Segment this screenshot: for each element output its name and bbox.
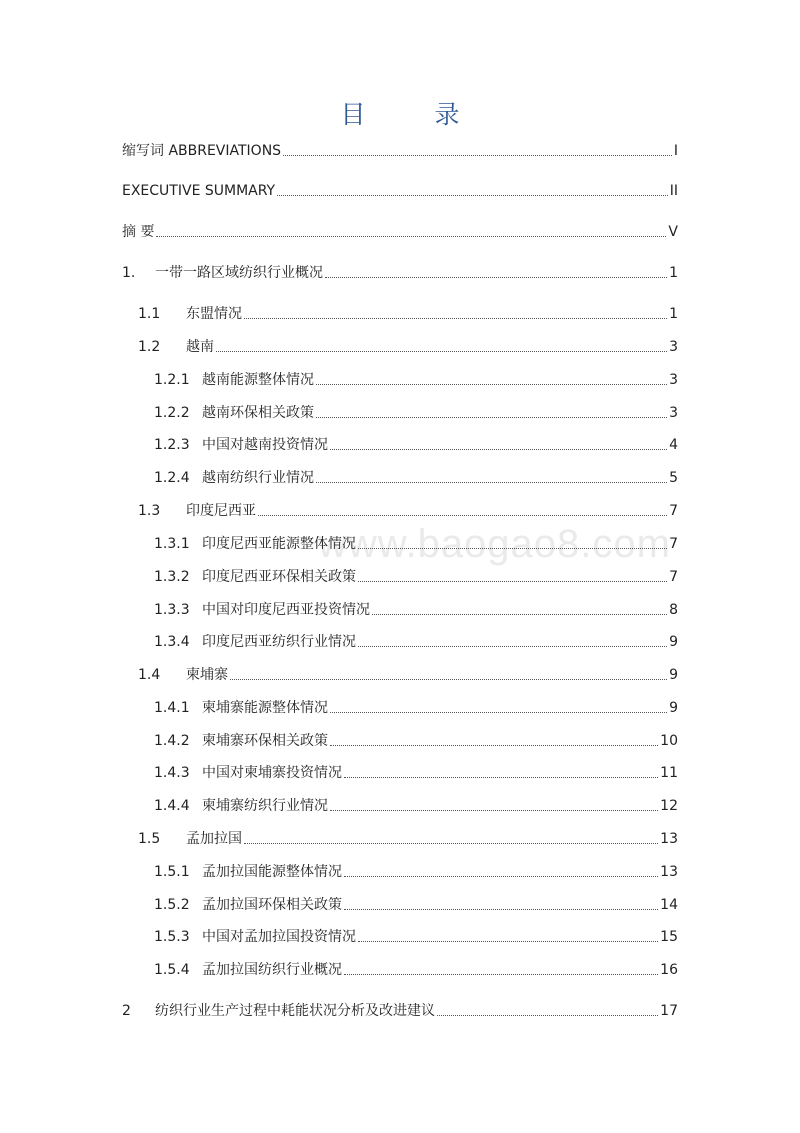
toc-entry-page: 1: [669, 265, 678, 281]
toc-entry-page: V: [668, 224, 678, 240]
toc-dot-leader: [344, 875, 658, 877]
toc-entry-page: 3: [669, 405, 678, 421]
toc-entry-number: 1.1: [138, 306, 161, 322]
toc-entry[interactable]: [154, 402, 678, 422]
toc-dot-leader: [277, 194, 668, 196]
toc-entry-label: 印度尼西亚纺织行业情况: [202, 634, 356, 650]
toc-entry[interactable]: [138, 336, 678, 356]
toc-dot-leader: [316, 481, 667, 483]
toc-entry[interactable]: [122, 1000, 678, 1020]
toc-entry-label: 孟加拉国能源整体情况: [202, 864, 342, 880]
toc-entry-label: 中国对越南投资情况: [202, 437, 328, 453]
toc-entry[interactable]: [154, 566, 678, 586]
toc-entry[interactable]: [122, 180, 678, 200]
toc-entry-number: 1.3.1: [154, 536, 190, 552]
toc-dot-leader: [372, 613, 667, 615]
toc-entry-number: 1.: [122, 265, 136, 281]
toc-entry-label: 孟加拉国环保相关政策: [202, 897, 342, 913]
toc-dot-leader: [344, 776, 658, 778]
toc-dot-leader: [330, 448, 667, 450]
toc-entry-page: 17: [660, 1003, 678, 1019]
toc-entry-number: 2: [122, 1003, 131, 1019]
toc-entry-page: 13: [660, 831, 678, 847]
toc-entry-number: 1.5.1: [154, 864, 190, 880]
toc-entry-page: 10: [660, 733, 678, 749]
toc-entry-page: I: [673, 143, 678, 159]
toc-entry-page: 9: [669, 700, 678, 716]
toc-dot-leader: [230, 678, 667, 680]
toc-entry[interactable]: [154, 730, 678, 750]
toc-entry-label: 中国对孟加拉国投资情况: [202, 929, 356, 945]
toc-entry-label: 柬埔寨: [186, 667, 228, 683]
toc-dot-leader: [358, 645, 667, 647]
toc-dot-leader: [316, 416, 667, 418]
toc-entry-number: 1.4.1: [154, 700, 190, 716]
toc-entry-number: 1.4: [138, 667, 161, 683]
toc-entry[interactable]: [154, 533, 678, 553]
toc-dot-leader: [244, 317, 667, 319]
toc-entry-page: II: [669, 183, 678, 199]
toc-entry-number: 1.2.2: [154, 405, 190, 421]
toc-dot-leader: [358, 580, 667, 582]
toc-dot-leader: [358, 940, 658, 942]
toc-entry-label: 缩写词 ABBREVIATIONS: [122, 143, 282, 159]
toc-entry-page: 11: [660, 765, 678, 781]
toc-dot-leader: [330, 744, 658, 746]
toc-entry-page: 9: [669, 634, 678, 650]
toc-entry[interactable]: [154, 926, 678, 946]
toc-entry-page: 7: [669, 569, 678, 585]
toc-entry-number: 1.4.4: [154, 798, 190, 814]
toc-dot-leader: [344, 908, 658, 910]
toc-entry-label: 纺织行业生产过程中耗能状况分析及改进建议: [155, 1003, 435, 1019]
toc-entry[interactable]: [138, 303, 678, 323]
toc-entry-page: 1: [669, 306, 678, 322]
toc-dot-leader: [344, 973, 658, 975]
toc-entry[interactable]: [138, 828, 678, 848]
toc-entry-number: 1.2.3: [154, 437, 190, 453]
toc-entry-number: 1.3.2: [154, 569, 190, 585]
toc-entry-number: 1.2: [138, 339, 161, 355]
toc-entry-label: 越南环保相关政策: [202, 405, 314, 421]
toc-entry-page: 3: [669, 372, 678, 388]
toc-entry-page: 12: [660, 798, 678, 814]
toc-dot-leader: [258, 514, 667, 516]
toc-entry-page: 8: [669, 602, 678, 618]
toc-dot-leader: [244, 842, 658, 844]
toc-entry-label: 印度尼西亚: [186, 503, 256, 519]
toc-entry-page: 4: [669, 437, 678, 453]
toc-entry-label: 摘 要: [122, 224, 155, 240]
toc-entry-label: EXECUTIVE SUMMARY: [122, 183, 276, 199]
toc-entry-label: 孟加拉国: [186, 831, 242, 847]
toc-entry-label: 越南能源整体情况: [202, 372, 314, 388]
toc-entry[interactable]: [138, 664, 678, 684]
toc-dot-leader: [316, 383, 667, 385]
toc-entry-label: 柬埔寨环保相关政策: [202, 733, 328, 749]
toc-dot-leader: [330, 809, 658, 811]
toc-entry-label: 孟加拉国纺织行业概况: [202, 962, 342, 978]
toc-entry-number: 1.3.4: [154, 634, 190, 650]
toc-entry-page: 14: [660, 897, 678, 913]
toc-dot-leader: [156, 235, 666, 237]
toc-entry[interactable]: [154, 599, 678, 619]
toc-entry[interactable]: [154, 959, 678, 979]
toc-dot-leader: [325, 276, 667, 278]
toc-entry-number: 1.4.2: [154, 733, 190, 749]
toc-entry-label: 印度尼西亚环保相关政策: [202, 569, 356, 585]
toc-entry-number: 1.5.4: [154, 962, 190, 978]
toc-entry-number: 1.5.3: [154, 929, 190, 945]
toc-dot-leader: [283, 154, 672, 156]
toc-entry-page: 15: [660, 929, 678, 945]
toc-dot-leader: [330, 711, 667, 713]
toc-entry-number: 1.3.3: [154, 602, 190, 618]
toc-entry[interactable]: [154, 697, 678, 717]
toc-entry-number: 1.2.4: [154, 470, 190, 486]
toc-entry-number: 1.2.1: [154, 372, 190, 388]
toc-entry-label: 柬埔寨能源整体情况: [202, 700, 328, 716]
toc-entry-label: 东盟情况: [186, 306, 242, 322]
toc-entry[interactable]: [122, 262, 678, 282]
toc-entry-page: 3: [669, 339, 678, 355]
toc-entry-label: 越南纺织行业情况: [202, 470, 314, 486]
toc-entry[interactable]: [122, 140, 678, 160]
toc-entry-label: 中国对印度尼西亚投资情况: [202, 602, 370, 618]
toc-entry-page: 7: [669, 536, 678, 552]
toc-entry-number: 1.3: [138, 503, 161, 519]
toc-entry-label: 中国对柬埔寨投资情况: [202, 765, 342, 781]
toc-entry-label: 印度尼西亚能源整体情况: [202, 536, 356, 552]
toc-entry[interactable]: [154, 762, 678, 782]
toc-entry[interactable]: [154, 894, 678, 914]
page-title: 目 录: [340, 100, 482, 129]
toc-entry-number: 1.5.2: [154, 897, 190, 913]
toc-entry[interactable]: [122, 221, 678, 241]
toc-entry-page: 16: [660, 962, 678, 978]
watermark: www.baogao8.com: [318, 522, 671, 566]
toc-entry-number: 1.4.3: [154, 765, 190, 781]
toc-dot-leader: [437, 1014, 658, 1016]
toc-entry-label: 柬埔寨纺织行业情况: [202, 798, 328, 814]
toc-entry[interactable]: [138, 500, 678, 520]
toc-entry-label: 越南: [186, 339, 214, 355]
toc-dot-leader: [216, 350, 667, 352]
toc-dot-leader: [358, 547, 667, 549]
toc-entry[interactable]: [154, 861, 678, 881]
toc-entry-page: 13: [660, 864, 678, 880]
toc-entry-label: 一带一路区域纺织行业概况: [155, 265, 323, 281]
toc-entry[interactable]: [154, 434, 678, 454]
toc-entry[interactable]: [154, 467, 678, 487]
toc-entry-page: 7: [669, 503, 678, 519]
toc-entry-page: 9: [669, 667, 678, 683]
toc-entry-page: 5: [669, 470, 678, 486]
toc-entry[interactable]: [154, 369, 678, 389]
toc-entry-number: 1.5: [138, 831, 161, 847]
toc-entry[interactable]: [154, 631, 678, 651]
toc-entry[interactable]: [154, 795, 678, 815]
